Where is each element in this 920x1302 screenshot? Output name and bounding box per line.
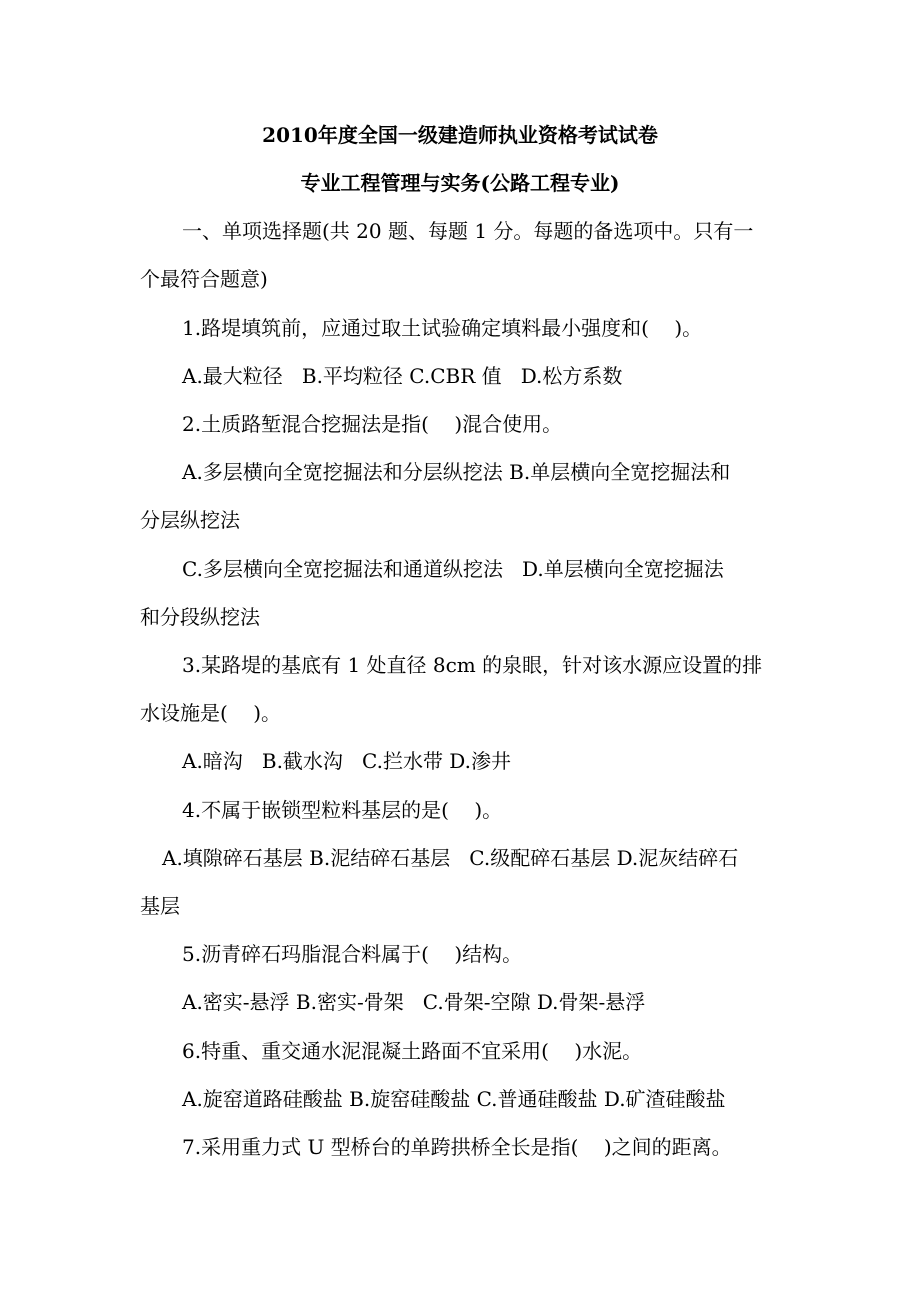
question-5-stem: 5.沥青碎石玛脂混合料属于( )结构。 <box>182 942 523 966</box>
question-3-stem-line-1: 3.某路堤的基底有 1 处直径 8cm 的泉眼，针对该水源应设置的排 <box>182 653 763 677</box>
document-title: 2010年度全国一级建造师执业资格考试试卷 <box>262 123 658 147</box>
question-6-stem: 6.特重、重交通水泥混凝土路面不宜采用( )水泥。 <box>182 1039 643 1063</box>
question-7-stem: 7.采用重力式 U 型桥台的单跨拱桥全长是指( )之间的距离。 <box>182 1135 732 1159</box>
question-6-options: A.旋窑道路硅酸盐 B.旋窑硅酸盐 C.普通硅酸盐 D.矿渣硅酸盐 <box>182 1087 726 1111</box>
question-4-options-line-1: A.填隙碎石基层 B.泥结碎石基层 C.级配碎石基层 D.泥灰结碎石 <box>162 846 739 870</box>
question-2-options-line-2: 分层纵挖法 <box>140 508 240 532</box>
question-4-options-line-2: 基层 <box>140 894 180 918</box>
question-2-options-line-4: 和分段纵挖法 <box>140 605 260 629</box>
question-2-stem: 2.土质路堑混合挖掘法是指( )混合使用。 <box>182 412 563 436</box>
question-3-options: A.暗沟 B.截水沟 C.拦水带 D.渗井 <box>182 749 511 773</box>
document-subtitle: 专业工程管理与实务(公路工程专业) <box>300 171 620 195</box>
question-1-stem: 1.路堤填筑前，应通过取土试验确定填料最小强度和( )。 <box>182 316 703 340</box>
question-2-options-line-1: A.多层横向全宽挖掘法和分层纵挖法 B.单层横向全宽挖掘法和 <box>182 460 731 484</box>
question-3-stem-line-2: 水设施是( )。 <box>140 701 282 725</box>
section-heading-line-1: 一、单项选择题(共 20 题、每题 1 分。每题的备选项中。只有一 <box>182 219 754 243</box>
question-5-options: A.密实-悬浮 B.密实-骨架 C.骨架-空隙 D.骨架-悬浮 <box>182 990 646 1014</box>
question-2-options-line-3: C.多层横向全宽挖掘法和通道纵挖法 D.单层横向全宽挖掘法 <box>182 557 724 581</box>
question-1-options: A.最大粒径 B.平均粒径 C.CBR 值 D.松方系数 <box>182 364 623 388</box>
section-heading-line-2: 个最符合题意) <box>140 267 268 291</box>
question-4-stem: 4.不属于嵌锁型粒料基层的是( )。 <box>182 798 503 822</box>
